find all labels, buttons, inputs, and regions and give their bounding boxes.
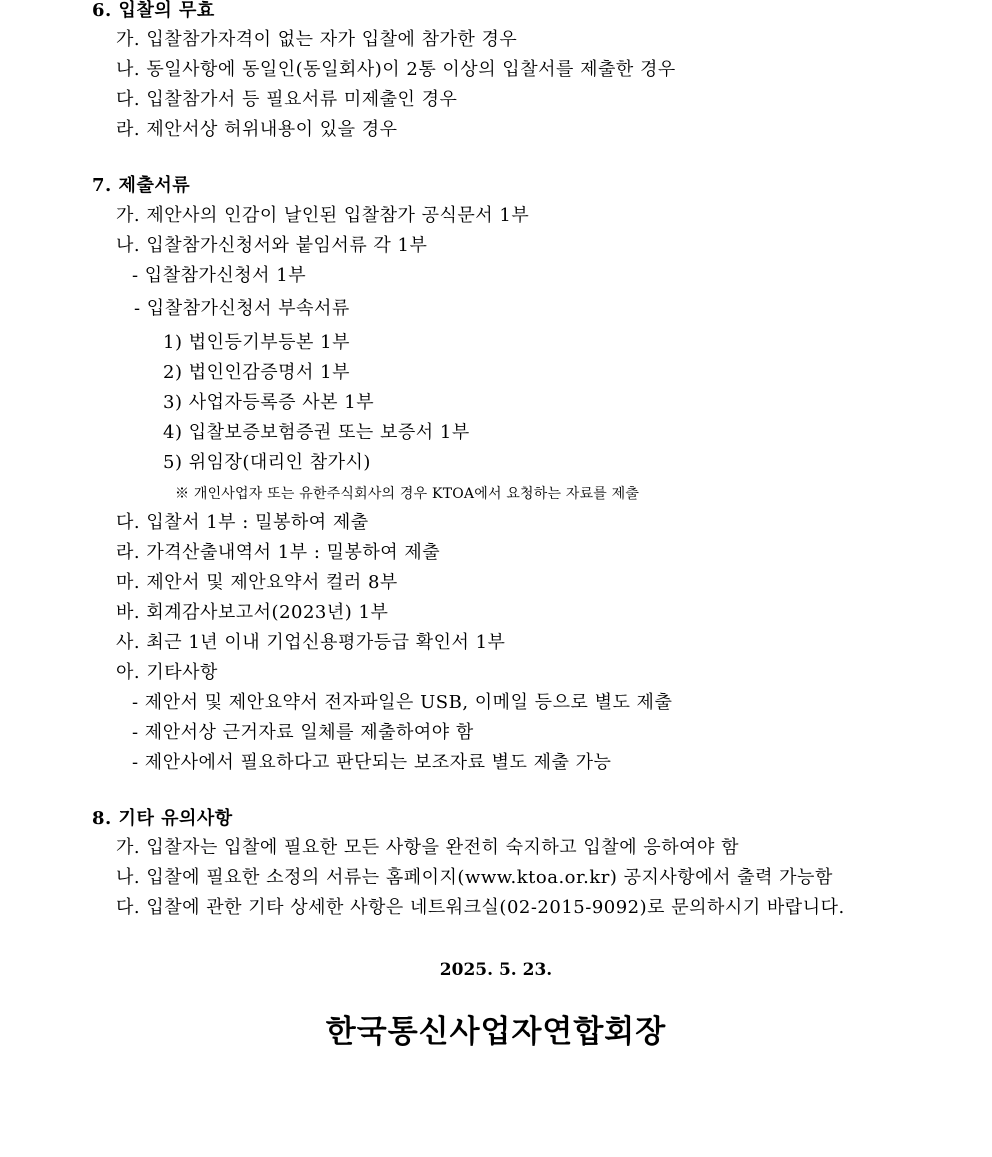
section-6-item-da: 다. 입찰참가서 등 필요서류 미제출인 경우: [116, 89, 458, 110]
section-7-sub-item: - 입찰참가신청서 1부: [132, 265, 307, 286]
section-7-item-na: 나. 입찰참가신청서와 붙임서류 각 1부: [116, 235, 428, 256]
section-7-item-da: 다. 입찰서 1부 : 밀봉하여 제출: [116, 512, 369, 533]
section-7-title: 7. 제출서류: [92, 175, 191, 196]
numbered-item: 2) 법인인감증명서 1부: [163, 362, 350, 383]
section-6-item-ga: 가. 입찰참가자격이 없는 자가 입찰에 참가한 경우: [116, 29, 518, 50]
section-7-item-ma: 마. 제안서 및 제안요약서 컬러 8부: [116, 572, 398, 593]
section-6-item-na: 나. 동일사항에 동일인(동일회사)이 2통 이상의 입찰서를 제출한 경우: [116, 59, 676, 80]
section-8-item-ga: 가. 입찰자는 입찰에 필요한 모든 사항을 완전히 숙지하고 입찰에 응하여야 함: [116, 837, 739, 858]
section-7-item-sa: 사. 최근 1년 이내 기업신용평가등급 확인서 1부: [116, 632, 506, 653]
etc-item: - 제안서 및 제안요약서 전자파일은 USB, 이메일 등으로 별도 제출: [132, 692, 673, 713]
section-8-item-da: 다. 입찰에 관한 기타 상세한 사항은 네트워크실(02-2015-9092)로 문의하시기 바랍니다.: [116, 897, 845, 918]
etc-item: - 제안사에서 필요하다고 판단되는 보조자료 별도 제출 가능: [132, 752, 612, 773]
section-8-title: 8. 기타 유의사항: [92, 808, 233, 829]
numbered-item: 5) 위임장(대리인 참가시): [163, 452, 371, 473]
organization-name: 한국통신사업자연합회장: [325, 1014, 667, 1050]
section-7-sub-item: - 입찰참가신청서 부속서류: [134, 298, 350, 319]
document-date: 2025. 5. 23.: [439, 960, 553, 980]
note-text: ※ 개인사업자 또는 유한주식회사의 경우 KTOA에서 요청하는 자료를 제출: [175, 486, 640, 502]
section-7-item-ga: 가. 제안사의 인감이 날인된 입찰참가 공식문서 1부: [116, 205, 530, 226]
etc-item: - 제안서상 근거자료 일체를 제출하여야 함: [132, 722, 474, 743]
numbered-item: 1) 법인등기부등본 1부: [163, 332, 350, 353]
section-6-item-ra: 라. 제안서상 허위내용이 있을 경우: [116, 119, 398, 140]
numbered-item: 4) 입찰보증보험증권 또는 보증서 1부: [163, 422, 470, 443]
section-7-item-ba: 바. 회계감사보고서(2023년) 1부: [116, 602, 389, 623]
section-7-item-a: 아. 기타사항: [116, 662, 218, 683]
section-7-item-ra: 라. 가격산출내역서 1부 : 밀봉하여 제출: [116, 542, 441, 563]
section-8-item-na: 나. 입찰에 필요한 소정의 서류는 홈페이지(www.ktoa.or.kr) 공지사항에서 출력 가능함: [116, 867, 833, 888]
section-6-title: 6. 입찰의 무효: [92, 0, 215, 21]
numbered-item: 3) 사업자등록증 사본 1부: [163, 392, 375, 413]
